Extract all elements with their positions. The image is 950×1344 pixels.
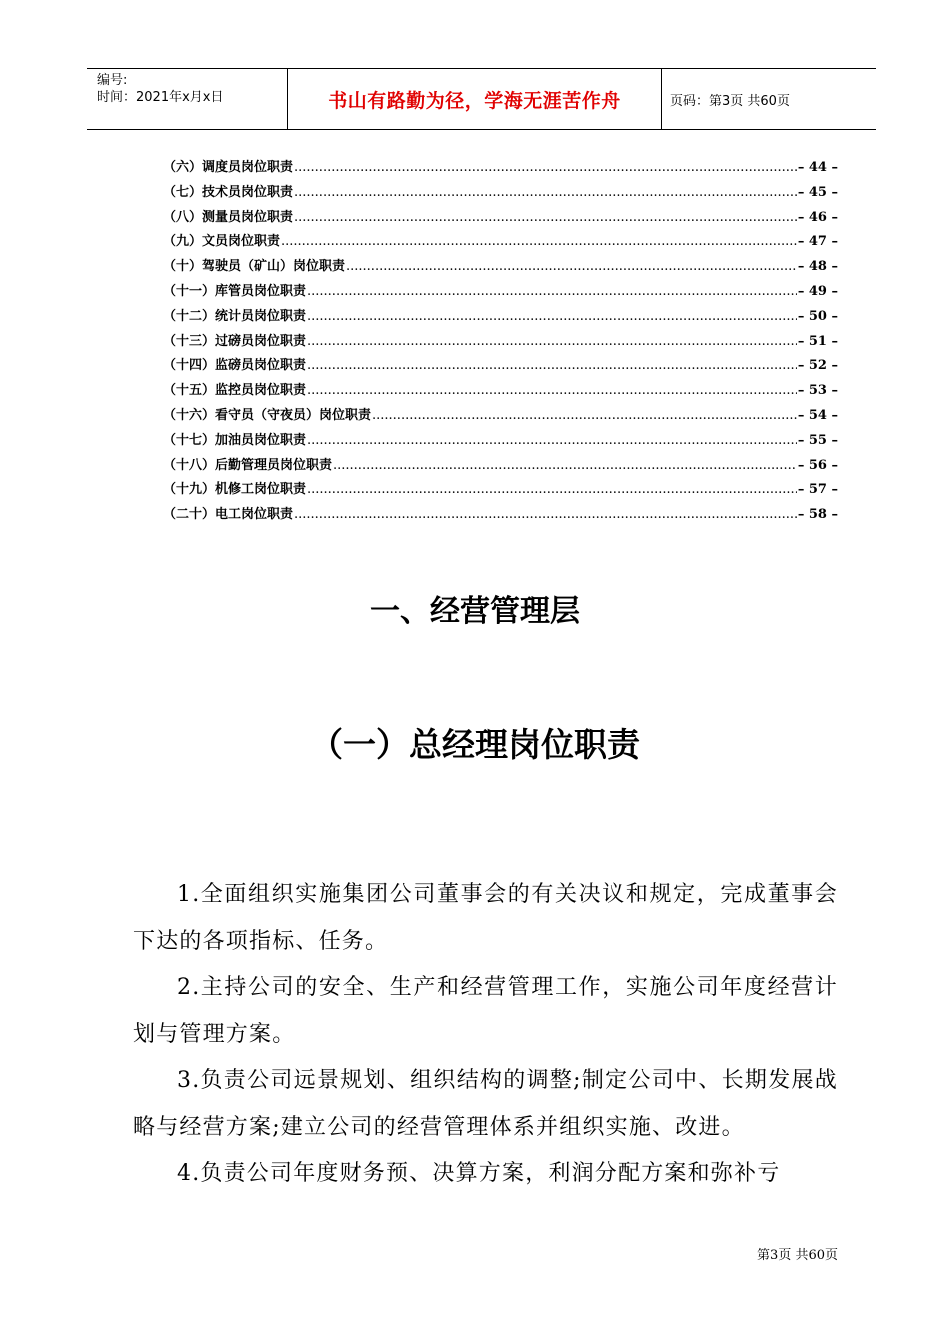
toc-entry-page: – 54 – [797,407,838,423]
toc-entry-page: – 45 – [797,184,838,200]
toc-entry[interactable] [163,206,838,231]
toc-entry[interactable] [163,156,838,181]
toc-entry-title: （十四）监磅员岗位职责 [163,358,307,374]
toc-entry[interactable] [163,305,838,330]
toc-entry[interactable] [163,404,838,429]
toc-entry-title: （十三）过磅员岗位职责 [163,333,307,349]
header-motto: 书山有路勤为径，学海无涯苦作舟 [288,69,662,129]
toc-leader-dots [333,458,797,473]
toc-entry-title: （十五）监控员岗位职责 [163,383,307,399]
toc-entry[interactable] [163,280,838,305]
page-footer: 第3页 共60页 [757,1248,838,1263]
paragraph: 3.负责公司远景规划、组织结构的调整;制定公司中、长期发展战略与经营方案;建立公司的经营管理体系并组织实施、改进。 [133,1068,838,1140]
header-meta [87,69,288,129]
toc-leader-dots [307,309,797,324]
toc-leader-dots [294,185,797,200]
toc-entry-title: （十）驾驶员（矿山）岗位职责 [163,259,346,275]
toc-leader-dots [346,259,797,274]
toc-entry-page: – 51 – [797,333,838,349]
toc-leader-dots [307,284,797,299]
toc-entry-title: （十六）看守员（守夜员）岗位职责 [163,407,372,423]
toc-entry-title: （二十）电工岗位职责 [163,507,294,523]
toc-entry[interactable] [163,379,838,404]
paragraph: 2.主持公司的安全、生产和经营管理工作，实施公司年度经营计划与管理方案。 [133,975,838,1047]
toc-leader-dots [372,408,797,423]
toc-leader-dots [307,482,797,497]
page-header [87,68,876,130]
toc-entry-page: – 47 – [797,234,838,250]
toc-entry[interactable] [163,454,838,479]
toc-leader-dots [307,334,797,349]
toc-entry[interactable] [163,354,838,379]
body-text [133,872,838,1198]
toc-leader-dots [307,383,797,398]
toc-entry-page: – 52 – [797,358,838,374]
toc-entry-title: （九）文员岗位职责 [163,234,281,250]
toc-entry-title: （十八）后勤管理员岗位职责 [163,457,333,473]
toc-entry[interactable] [163,230,838,255]
toc-leader-dots [294,507,797,522]
toc-entry[interactable] [163,429,838,454]
table-of-contents [163,156,838,528]
header-page-label: 页码：第3页 共60页 [670,93,790,109]
toc-leader-dots [307,433,797,448]
toc-entry-page: – 49 – [797,283,838,299]
time-label: 时间：2021年x月x日 [97,90,224,105]
toc-entry[interactable] [163,478,838,503]
paragraph: 4.负责公司年度财务预、决算方案，利润分配方案和弥补亏 [177,1161,781,1186]
toc-leader-dots [294,210,797,225]
toc-entry-page: – 46 – [797,209,838,225]
toc-entry-page: – 48 – [797,259,838,275]
toc-entry[interactable] [163,503,838,528]
toc-entry-title: （十九）机修工岗位职责 [163,482,307,498]
toc-entry-title: （七）技术员岗位职责 [163,184,294,200]
paragraph: 1.全面组织实施集团公司董事会的有关决议和规定，完成董事会下达的各项指标、任务。 [133,882,838,954]
toc-leader-dots [307,358,797,373]
toc-entry-page: – 55 – [797,432,838,448]
toc-entry-page: – 50 – [797,308,838,324]
section-title: 一、经营管理层 [370,594,580,629]
toc-entry-title: （六）调度员岗位职责 [163,160,294,175]
toc-leader-dots [294,160,797,175]
toc-entry-page: – 56 – [797,457,838,473]
toc-entry-title: （八）测量员岗位职责 [163,209,294,225]
subsection-title: （一）总经理岗位职责 [310,725,640,764]
toc-entry[interactable] [163,255,838,280]
toc-leader-dots [281,234,797,249]
number-label: 编号: [97,73,128,88]
toc-entry-page: – 44 – [797,160,838,175]
toc-entry-page: – 53 – [797,383,838,399]
toc-entry-page: – 57 – [797,482,838,498]
toc-entry-title: （十一）库管员岗位职责 [163,283,307,299]
toc-entry[interactable] [163,181,838,206]
toc-entry-title: （十二）统计员岗位职责 [163,308,307,324]
toc-entry[interactable] [163,330,838,355]
toc-entry-title: （十七）加油员岗位职责 [163,432,307,448]
toc-entry-page: – 58 – [797,507,838,523]
